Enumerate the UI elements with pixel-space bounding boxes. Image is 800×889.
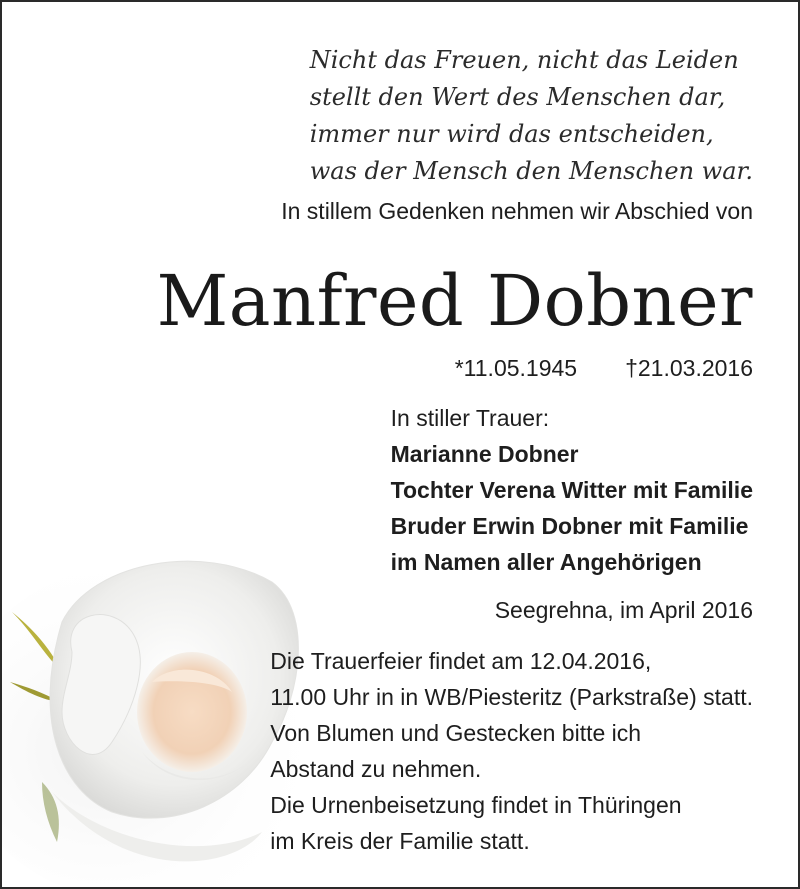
info-line: Abstand zu nehmen. [270,756,482,782]
life-dates [455,352,753,384]
place-and-date: Seegrehna, im April 2016 [494,597,753,623]
mourners-heading: In stiller Trauer: [390,405,550,431]
funeral-info [270,643,753,859]
farewell-intro: In stillem Gedenken nehmen wir Abschied von [281,198,753,224]
info-line: 11.00 Uhr in in WB/Piesteritz (Parkstraße) statt. [270,684,753,710]
poem-line: Nicht das Freuen, nicht das Leiden [309,46,739,74]
info-line: Von Blumen und Gestecken bitte ich [270,720,642,746]
poem-line: was der Mensch den Menschen war. [309,157,753,185]
birth-date: *11.05.1945 [454,355,578,381]
info-line: Die Trauerfeier findet am 12.04.2016, [270,648,652,674]
deceased-name: Manfred Dobner [156,260,753,342]
poem-line: immer nur wird das entscheiden, [309,120,714,148]
mourner-name: Marianne Dobner [390,441,579,467]
info-line: Die Urnenbeisetzung findet in Thüringen [270,792,682,818]
poem [310,42,753,190]
mourner-name: Tochter Verena Witter mit Familie [390,477,753,503]
mourner-name: Bruder Erwin Dobner mit Familie [390,513,749,539]
poem-line: stellt den Wert des Menschen dar, [309,83,726,111]
death-date: †21.03.2016 [625,355,753,381]
mourners-block [391,400,753,580]
info-line: im Kreis der Familie statt. [270,828,530,854]
mourner-name: im Namen aller Angehörigen [390,549,702,575]
